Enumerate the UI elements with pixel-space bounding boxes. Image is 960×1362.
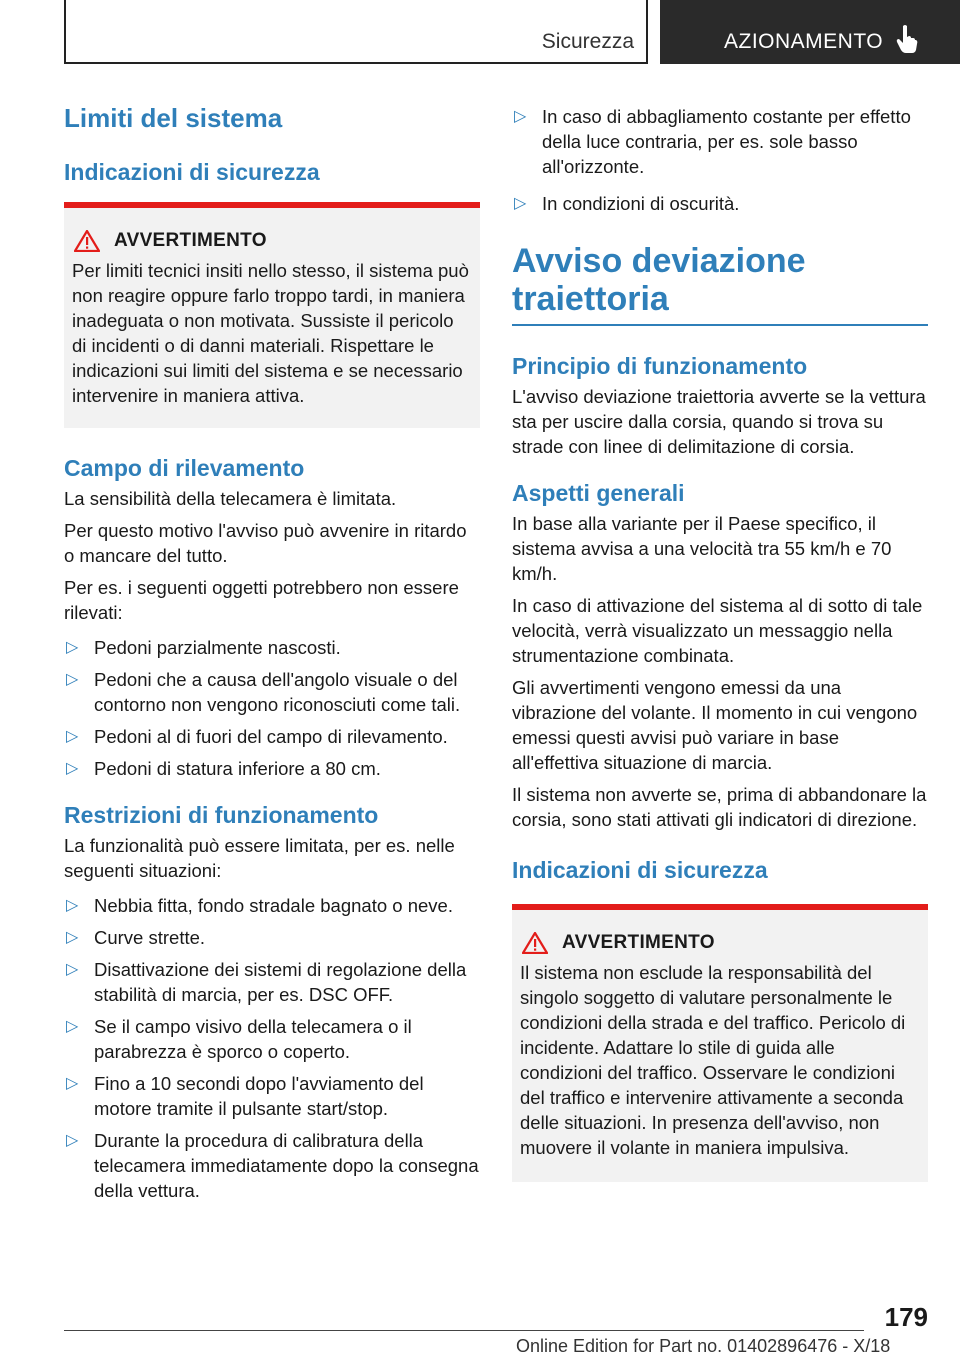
header-chapter-tab — [660, 0, 960, 64]
warning-box-left — [64, 202, 480, 428]
title-rule — [512, 324, 928, 326]
chapter-title: Avviso deviazione traiettoria — [512, 242, 806, 318]
header-section-label: Sicurezza — [541, 30, 634, 53]
list-item: ▷ Pedoni che a causa dell'angolo visuale o del contorno non vengono riconosciuti come tali. — [66, 669, 461, 715]
detection-paragraph-1: La sensibilità della telecamera è limitata. — [64, 488, 397, 509]
page-number: 179 — [884, 1302, 928, 1332]
detection-heading: Campo di rilevamento — [64, 455, 305, 481]
detection-paragraph-2: Per questo motivo l'avviso può avvenire in ritardo o mancare del tutto. — [64, 520, 467, 566]
detection-paragraph-3: Per es. i seguenti oggetti potrebbero non essere rilevati: — [64, 577, 459, 623]
list-item: ▷ Pedoni al di fuori del campo di rilevamento. — [66, 726, 448, 747]
bullet-triangle-icon: ▷ — [66, 1075, 79, 1092]
list-item: ▷ In condizioni di oscurità. — [514, 193, 740, 214]
list-item: ▷ Durante la procedura di calibratura della telecamera immediatamente dopo la consegna della vettura. — [66, 1130, 479, 1201]
warning-text: Il sistema non esclude la responsabilità del singolo soggetto di valutare personalmente le condizioni della strada e del traffico. Pericolo di incidente. Adattare lo stile di guida alle condizioni del traffico. Osservare le condizioni del traffico e intervenire attivamente a seconda delle situazioni. In presenza dell'avviso, non muovere il volante in maniera impulsiva. — [520, 962, 906, 1158]
continued-list — [512, 104, 928, 216]
general-paragraph-1: In base alla variante per il Paese specifico, il sistema avvisa a una velocità tra 55 km/h e 70 km/h. — [512, 513, 892, 584]
list-item: ▷ Pedoni di statura inferiore a 80 cm. — [66, 758, 381, 779]
section-title-limits: Limiti del sistema — [64, 103, 283, 133]
restrictions-paragraph: La funzionalità può essere limitata, per es. nelle seguenti situazioni: — [64, 835, 455, 881]
bullet-triangle-icon: ▷ — [66, 728, 79, 745]
warning-text: Per limiti tecnici insiti nello stesso, il sistema può non reagire oppure farlo troppo tardi, in maniera inadeguata o non motivata. Sussiste il pericolo di incidenti o di danni materiali. Rispettare le indicazioni sui limiti del sistema e se necessario intervenire in maniera attiva. — [72, 260, 469, 406]
header-chapter-label: AZIONAMENTO — [724, 30, 884, 53]
bullet-triangle-icon: ▷ — [66, 760, 79, 777]
bullet-triangle-icon: ▷ — [66, 961, 79, 978]
bullet-triangle-icon: ▷ — [66, 929, 79, 946]
bullet-triangle-icon: ▷ — [66, 639, 79, 656]
bullet-triangle-icon: ▷ — [66, 1018, 79, 1035]
list-item: ▷ Se il campo visivo della telecamera o il parabrezza è sporco o coperto. — [66, 1016, 412, 1062]
bullet-triangle-icon: ▷ — [514, 108, 527, 125]
principle-paragraph: L'avviso deviazione traiettoria avverte se la vettura sta per uscire dalla corsia, quando si trova su strade con linee di delimitazione di corsia. — [512, 386, 926, 457]
list-item: ▷ In caso di abbagliamento costante per effetto della luce contraria, per es. sole basso all'orizzonte. — [514, 106, 911, 177]
list-item: ▷ Pedoni parzialmente nascosti. — [66, 637, 341, 658]
list-item: ▷ Disattivazione dei sistemi di regolazione della stabilità di marcia, per es. DSC OFF. — [66, 959, 467, 1005]
warning-title: AVVERTIMENTO — [114, 230, 267, 251]
restrictions-list — [64, 893, 480, 1203]
restrictions-heading: Restrizioni di funzionamento — [64, 802, 379, 828]
bullet-triangle-icon: ▷ — [66, 897, 79, 914]
principle-heading: Principio di funzionamento — [512, 353, 808, 379]
hand-pointer-icon — [896, 24, 918, 54]
safety-heading-left: Indicazioni di sicurezza — [64, 159, 320, 185]
general-paragraph-3: Gli avvertimenti vengono emessi da una vibrazione del volante. Il momento in cui vengono emessi questi avvisi può variare in base all'effettiva situazione di marcia. — [512, 677, 918, 773]
right-column — [512, 100, 928, 1182]
warning-box-right — [512, 904, 928, 1182]
safety-heading-right: Indicazioni di sicurezza — [512, 857, 768, 883]
footer-rule — [64, 1330, 864, 1331]
detection-list — [64, 635, 480, 781]
left-column — [64, 100, 480, 1210]
general-paragraph-2: In caso di attivazione del sistema al di sotto di tale velocità, verrà visualizzato un messaggio nella strumentazione combinata. — [512, 595, 923, 666]
bullet-triangle-icon: ▷ — [66, 671, 79, 688]
list-item: ▷ Curve strette. — [66, 927, 206, 948]
warning-triangle-icon — [74, 230, 100, 252]
bullet-triangle-icon: ▷ — [66, 1132, 79, 1149]
warning-bar — [512, 904, 928, 910]
warning-bar — [64, 202, 480, 208]
bullet-triangle-icon: ▷ — [514, 195, 527, 212]
edition-note: Online Edition for Part no. 01402896476 - X/18 — [516, 1336, 891, 1356]
warning-title: AVVERTIMENTO — [562, 932, 715, 953]
header-section-box — [64, 0, 648, 64]
list-item: ▷ Nebbia fitta, fondo stradale bagnato o neve. — [66, 895, 453, 916]
warning-triangle-icon — [522, 932, 548, 954]
general-paragraph-4: Il sistema non avverte se, prima di abbandonare la corsia, sono stati attivati gli indicatori di direzione. — [512, 784, 927, 830]
list-item: ▷ Fino a 10 secondi dopo l'avviamento del motore tramite il pulsante start/stop. — [66, 1073, 424, 1119]
general-heading: Aspetti generali — [512, 480, 685, 506]
